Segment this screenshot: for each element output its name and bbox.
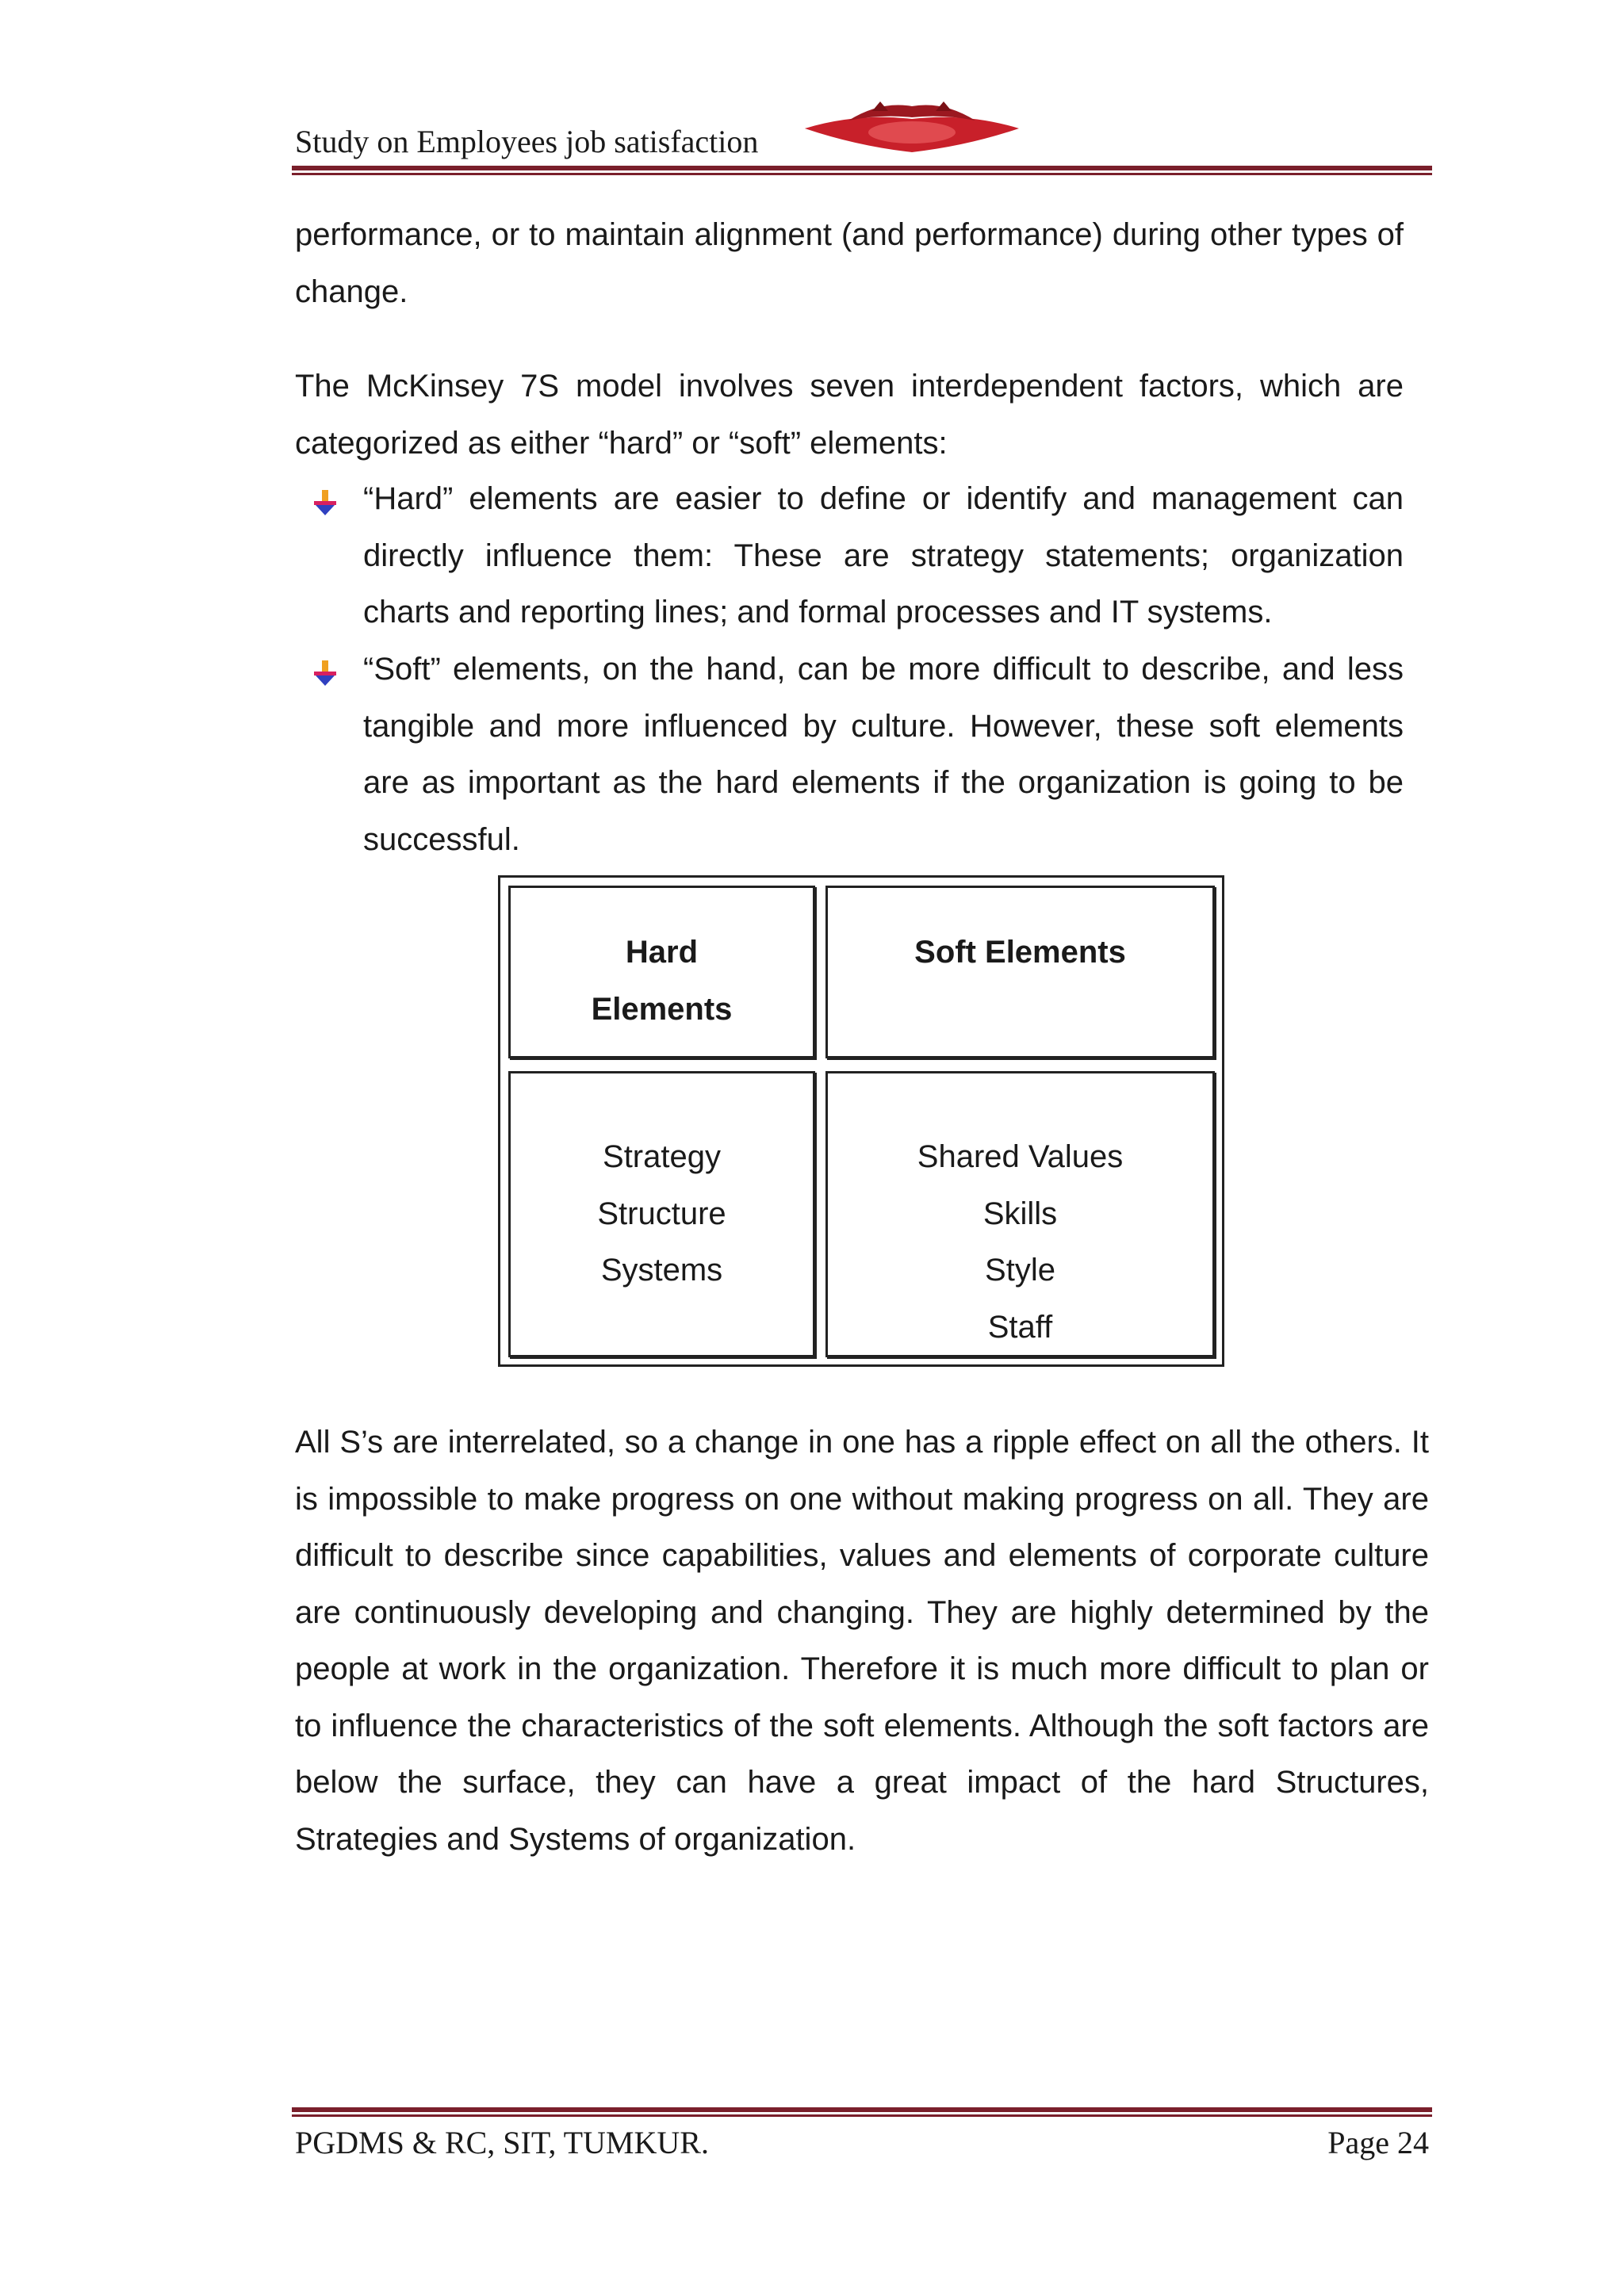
arrow-down-bullet-icon <box>311 659 339 687</box>
soft-item: Shared Values <box>917 1139 1124 1174</box>
header-rule-thin <box>292 173 1432 175</box>
header-hard-line1: Hard <box>625 935 699 970</box>
bullet-text-soft: “Soft” elements, on the hand, can be more difficult to describe, and less tangible and more influenced by culture. However, these soft elements are as important as the hard elements if the organization is going to be successful. <box>363 652 1404 857</box>
header-soft-line1: Soft Elements <box>914 935 1126 970</box>
page-header-title: Study on Employees job satisfaction <box>295 124 759 159</box>
page-number: Page 24 <box>1327 2125 1429 2160</box>
soft-item: Skills <box>982 1196 1058 1231</box>
footer-rule-thin <box>292 2114 1432 2117</box>
institution-logo-icon <box>801 97 1023 160</box>
soft-item: Style <box>985 1253 1055 1288</box>
intro-continued-paragraph: performance, or to maintain alignment (and performance) during other types of change. <box>295 217 1404 309</box>
closing-paragraph: All S’s are interrelated, so a change in one has a ripple effect on all the others. It is impossible to make progress on one without making progress on all. They are difficult to describe since capabilities, values and elements of corporate culture are continuously developing and changing. They are highly determined by the people at work in the organization. Therefore it is much more difficult to plan or to influence the characteristics of the soft elements. Although the soft factors are below the surface, they can have a great impact of the hard Structures, Strategies and Systems of organization. <box>295 1425 1429 1857</box>
header-rule <box>292 166 1432 170</box>
model-intro-paragraph: The McKinsey 7S model involves seven interdependent factors, which are categorized as either “hard” or “soft” elements: <box>295 369 1404 461</box>
hard-item: Systems <box>600 1253 723 1288</box>
table-cell-hard-items <box>508 1071 815 1357</box>
soft-item: Staff <box>987 1309 1053 1345</box>
arrow-down-bullet-icon <box>311 488 339 517</box>
table-header-hard <box>508 886 815 1058</box>
header-hard-line2: Elements <box>591 991 733 1027</box>
hard-item: Strategy <box>603 1139 721 1174</box>
hard-item: Structure <box>597 1196 726 1231</box>
footer-institution: PGDMS & RC, SIT, TUMKUR. <box>295 2125 709 2160</box>
bullet-text-hard: “Hard” elements are easier to define or identify and management can directly influence them: These are strategy statements; organization charts and reporting lines; and formal processes and IT systems. <box>363 481 1404 629</box>
table-cell-soft-items <box>825 1071 1215 1357</box>
footer-rule <box>292 2107 1432 2112</box>
table-header-soft <box>825 886 1215 1058</box>
